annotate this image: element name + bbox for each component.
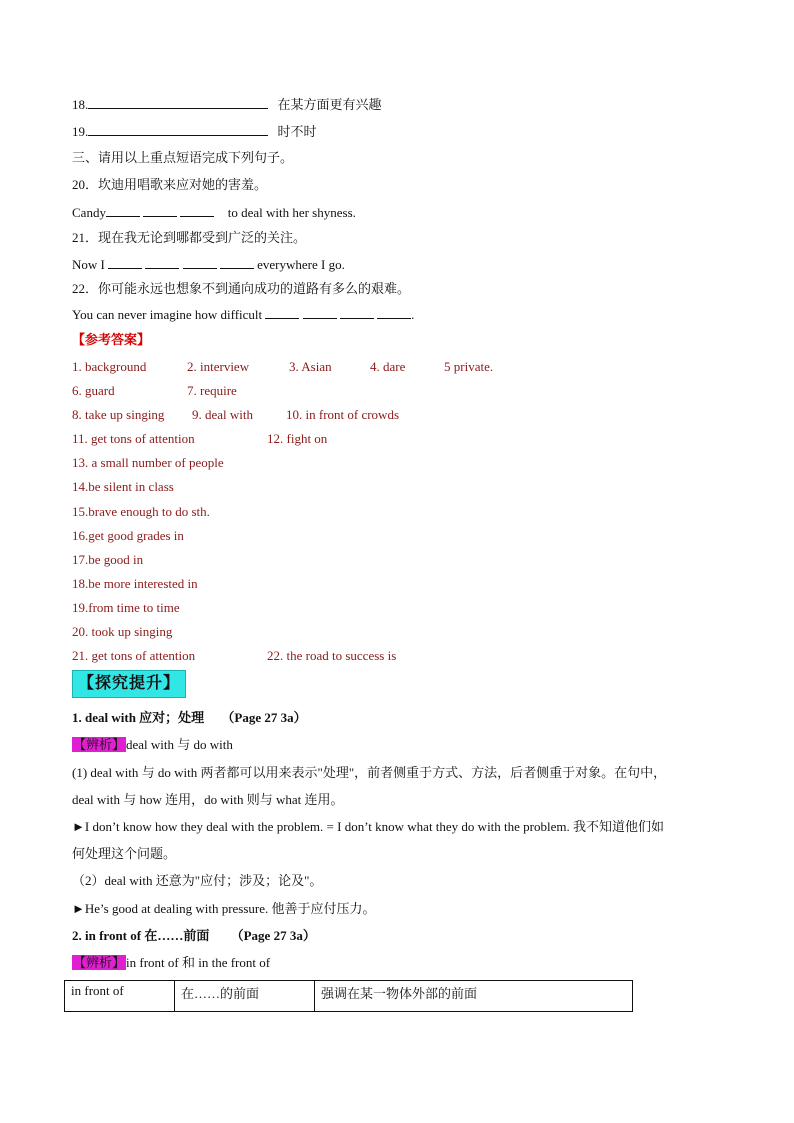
question-21-chinese: 21．现在我无论到哪都受到广泛的关注。 <box>72 230 307 245</box>
answer-row <box>72 358 752 376</box>
answer-blank[interactable] <box>340 305 374 319</box>
answer-blank[interactable] <box>183 255 217 269</box>
answer-row <box>72 527 752 545</box>
compare-text: deal with 与 do with <box>126 737 233 752</box>
sentence-start: Candy <box>72 205 106 220</box>
answer-blank[interactable] <box>220 255 254 269</box>
compare-text: in front of 和 in the front of <box>126 955 271 970</box>
answer-row <box>72 551 752 569</box>
answer-blank[interactable] <box>106 203 140 217</box>
answer-row <box>72 382 752 400</box>
answer-item: 12. fight on <box>267 431 328 446</box>
section-three-heading: 三、请用以上重点短语完成下列句子。 <box>72 150 294 165</box>
answer-blank[interactable] <box>145 255 179 269</box>
answer-item: 3. Asian <box>289 359 332 374</box>
page-reference: （Page 27 3a） <box>230 928 316 943</box>
table-row <box>65 981 633 1012</box>
answer-item: 13. a small number of people <box>72 455 224 470</box>
answer-row <box>72 575 752 593</box>
answer-blank[interactable] <box>88 122 268 136</box>
answer-blank[interactable] <box>265 305 299 319</box>
question-20-chinese: 20．坎迪用唱歌来应对她的害羞。 <box>72 177 268 192</box>
answer-item: 6. guard <box>72 383 115 398</box>
table-cell: 在……的前面 <box>175 981 315 1012</box>
sentence-start: Now I <box>72 257 105 272</box>
table-cell: 强调在某一物体外部的前面 <box>315 981 633 1012</box>
item-1-point-1-line-b: deal with 与 how 连用，do with 则与 what 连用。 <box>72 792 344 807</box>
chinese-prompt: 时不时 <box>277 124 317 139</box>
question-21-english <box>72 255 345 274</box>
answer-blank[interactable] <box>303 305 337 319</box>
answer-blank[interactable] <box>108 255 142 269</box>
answer-item: 17.be good in <box>72 552 144 567</box>
answer-row <box>72 599 752 617</box>
item-1-example-1-line-a: ►I don’t know how they deal with the problem. = I don’t know what they do with the problem. 我不知道他们如 <box>72 819 665 834</box>
answer-row <box>72 503 752 521</box>
answer-item: 22. the road to success is <box>267 648 397 663</box>
answer-item: 16.get good grades in <box>72 528 184 543</box>
comparison-table <box>64 980 633 1012</box>
item-19 <box>72 122 317 141</box>
item-number: 18. <box>72 97 89 112</box>
answer-blank[interactable] <box>143 203 177 217</box>
item-title-text: 1. deal with 应对；处理 <box>72 710 205 725</box>
answer-item: 7. require <box>187 383 237 398</box>
answer-item: 20. took up singing <box>72 624 173 639</box>
item-2-compare <box>72 954 270 972</box>
answer-item: 14.be silent in class <box>72 479 174 494</box>
answer-blank[interactable] <box>88 95 268 109</box>
item-1-example-2: ►He’s good at dealing with pressure. 他善于应付压力。 <box>72 901 376 916</box>
item-number: 19. <box>72 124 89 139</box>
sentence-end: . <box>411 307 415 322</box>
answer-item: 11. get tons of attention <box>72 431 195 446</box>
question-20-english <box>72 203 356 222</box>
answer-item: 21. get tons of attention <box>72 648 196 663</box>
answer-item: 4. dare <box>370 359 406 374</box>
table-cell: in front of <box>65 981 175 1012</box>
answer-key-title: 【参考答案】 <box>72 332 151 347</box>
answer-row <box>72 454 752 472</box>
item-2-title <box>72 927 316 945</box>
answer-row <box>72 647 752 665</box>
answer-item: 2. interview <box>187 359 250 374</box>
sentence-end: to deal with her shyness. <box>227 205 356 220</box>
page-reference: （Page 27 3a） <box>221 710 307 725</box>
answer-row <box>72 478 752 496</box>
answer-item: 18.be more interested in <box>72 576 198 591</box>
item-18 <box>72 95 382 114</box>
question-22-chinese: 22．你可能永远也想象不到通向成功的道路有多么的艰难。 <box>72 281 411 296</box>
chinese-prompt: 在某方面更有兴趣 <box>277 97 382 112</box>
sentence-end: everywhere I go. <box>257 257 345 272</box>
explore-heading: 【探究提升】 <box>72 670 186 698</box>
item-1-compare <box>72 736 233 754</box>
answer-item: 10. in front of crowds <box>286 407 400 422</box>
item-title-text: 2. in front of 在……前面 <box>72 928 210 943</box>
item-1-example-1-line-b: 何处理这个问题。 <box>72 846 177 861</box>
item-1-title <box>72 709 307 727</box>
analysis-tag: 【辨析】 <box>73 737 126 752</box>
answer-row <box>72 430 752 448</box>
answer-item: 9. deal with <box>192 407 254 422</box>
answer-blank[interactable] <box>180 203 214 217</box>
analysis-tag: 【辨析】 <box>73 955 126 970</box>
answer-item: 8. take up singing <box>72 407 165 422</box>
answer-item: 15.brave enough to do sth. <box>72 504 210 519</box>
item-1-point-1-line-a: (1) deal with 与 do with 两者都可以用来表示"处理"，前者侧重于方式、方法，后者侧重于对象。在句中， <box>72 765 667 780</box>
item-1-point-2: （2）deal with 还意为"应付；涉及；论及"。 <box>72 873 323 888</box>
answer-row <box>72 406 752 424</box>
answer-blank[interactable] <box>377 305 411 319</box>
sentence-start: You can never imagine how difficult <box>72 307 263 322</box>
answer-item: 19.from time to time <box>72 600 180 615</box>
question-22-english <box>72 305 414 324</box>
answer-item: 1. background <box>72 359 147 374</box>
answer-item: 5 private. <box>444 359 494 374</box>
answer-row <box>72 623 752 641</box>
